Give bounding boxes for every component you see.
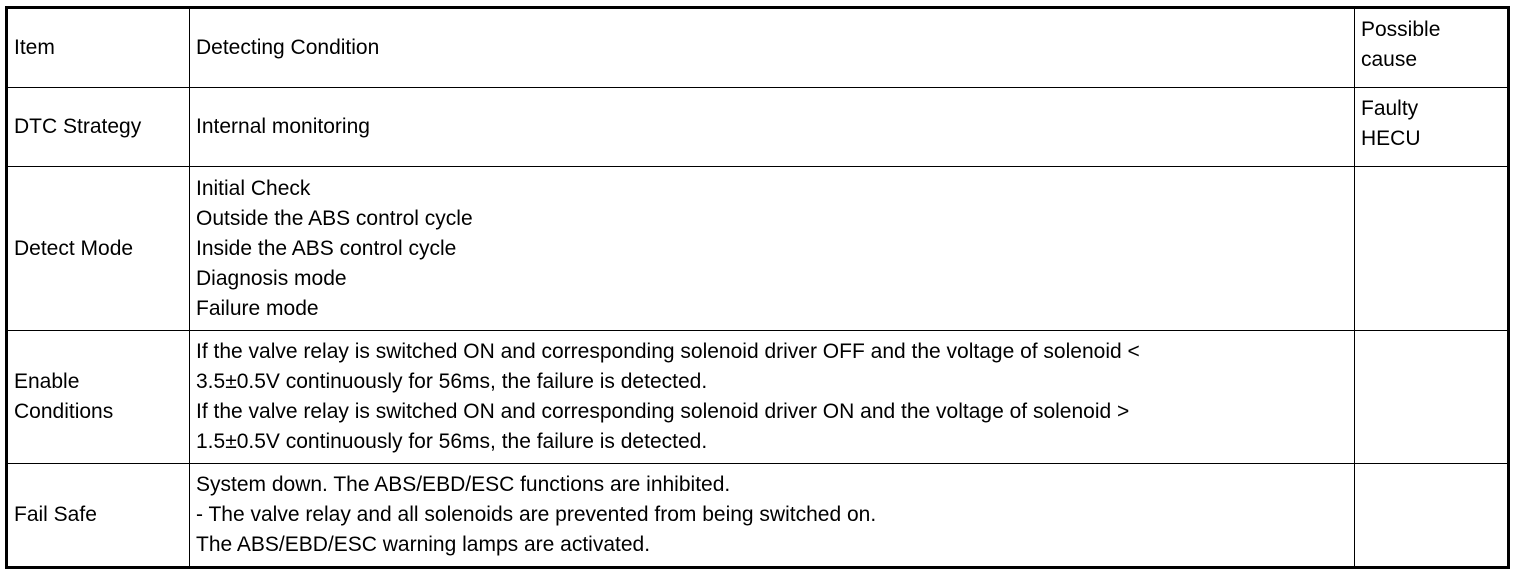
- row-item-label: Detect Mode: [7, 167, 190, 331]
- row-condition: Initial Check Outside the ABS control cycle Inside the ABS control cycle Diagnosis mode Failure mode: [190, 167, 1355, 331]
- table-row-fail-safe: [7, 464, 1509, 568]
- row-possible-cause: Faulty HECU: [1355, 88, 1509, 167]
- header-possible-cause: Possible cause: [1355, 8, 1509, 88]
- row-possible-cause: [1355, 464, 1509, 568]
- row-condition: System down. The ABS/EBD/ESC functions are inhibited. - The valve relay and all solenoids are prevented from being switched on. The ABS/EBD/ESC warning lamps are activated.: [190, 464, 1355, 568]
- row-item-label: DTC Strategy: [7, 88, 190, 167]
- table-header-row: [7, 8, 1509, 88]
- dtc-table: [5, 6, 1510, 569]
- dtc-table-container: [5, 6, 1507, 556]
- table-row-detect-mode: [7, 167, 1509, 331]
- row-condition: Internal monitoring: [190, 88, 1355, 167]
- header-item: Item: [7, 8, 190, 88]
- row-possible-cause: [1355, 167, 1509, 331]
- table-row-enable-conditions: [7, 331, 1509, 464]
- row-item-label: Enable Conditions: [7, 331, 190, 464]
- row-item-label: Fail Safe: [7, 464, 190, 568]
- header-detecting-condition: Detecting Condition: [190, 8, 1355, 88]
- row-condition: If the valve relay is switched ON and corresponding solenoid driver OFF and the voltage of solenoid < 3.5±0.5V continuously for 56ms, the failure is detected. If the valve relay is switched ON and corresponding solenoid driver ON and the voltage of solenoid > 1.5±0.5V continuously for 56ms, the failure is detected.: [190, 331, 1355, 464]
- table-row-dtc-strategy: [7, 88, 1509, 167]
- row-possible-cause: [1355, 331, 1509, 464]
